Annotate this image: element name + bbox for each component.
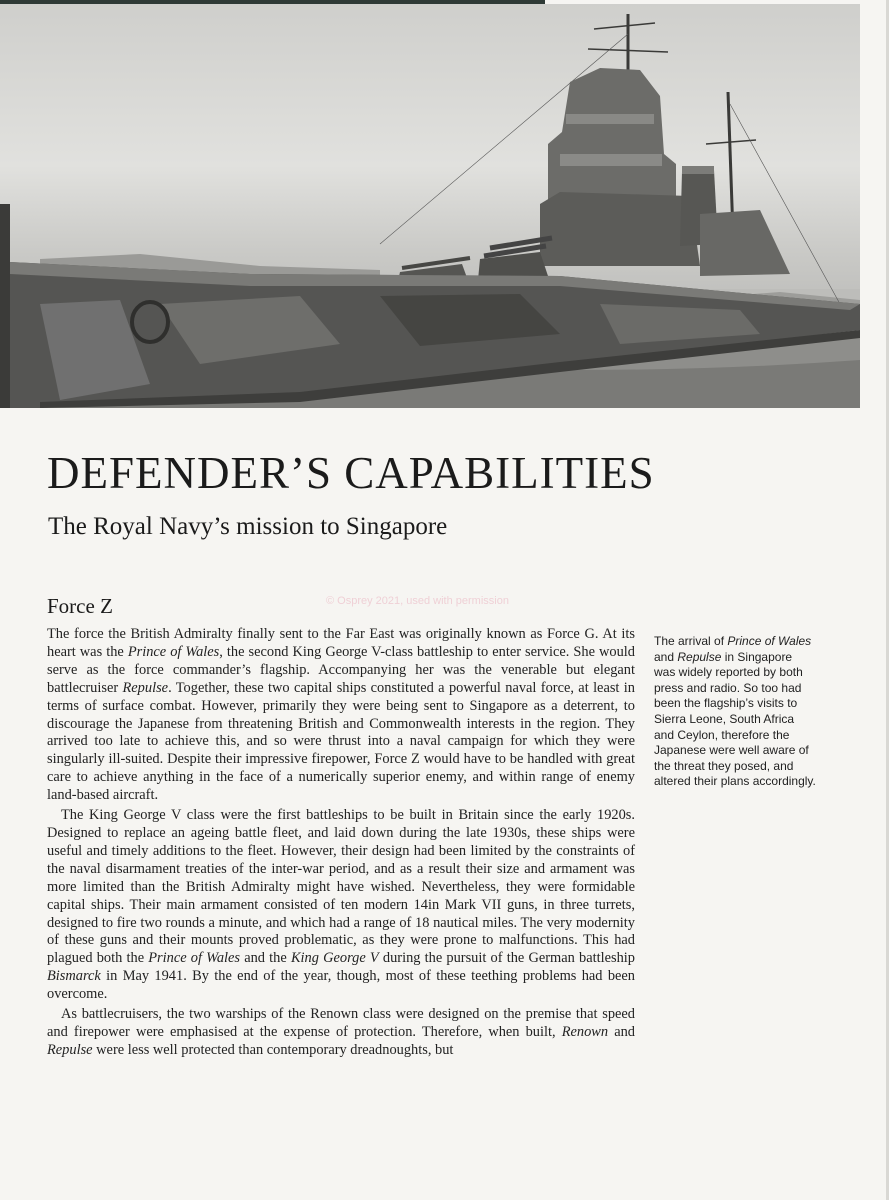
photo-caption: The arrival of Prince of Wales and Repulse in Singapore was widely reported by both press and radio. So too had been the flagship’s visits to Sierra Leone, South Africa and Ceylon, therefore the Japanese were well aware of the threat they posed, and altered their plans accordingly. [654,634,816,789]
paragraph-3: As battlecruisers, the two warships of the Renown class were designed on the premise that speed and firepower were emphasised at the expense of protection. Therefore, when built, Renown and Repulse were less well protected than contemporary dreadnoughts, but [47,1006,635,1058]
section-heading: Force Z [47,594,113,618]
battleship-illustration [0,4,860,408]
italic-ship-name: Prince of Wales [727,634,812,648]
italic-ship-name: Repulse [47,1041,93,1058]
italic-ship-name: Renown [561,1023,609,1040]
paragraph-1: The force the British Admiralty finally sent to the Far East was originally known as Force G. At its heart was the Prince of Wales, the second King George V-class battleship to enter service. She would serve as the force commander’s flagship. Accompanying her was the venerable but elegant battlecruiser Repulse. Together, these two capital ships constituted a powerful naval force, at least in terms of surface combat. However, primarily they were being sent to Singapore as a deterrent, to discourage the Japanese from threatening British and Commonwealth interests in the region. They arrived too late to achieve this, and so were thrust into a naval campaign for which they were singularly ill-suited. Despite their impressive firepower, Force Z would have to be handled with great care to achieve anything in the face of a numerically superior enemy, and within range of enemy land-based aircraft. [47,626,635,804]
italic-ship-name: Bismarck [47,968,101,985]
italic-ship-name: Prince of Wales [127,643,220,660]
body-text [47,626,635,1060]
italic-ship-name: King George V [290,950,379,967]
battleship-photo [0,4,860,408]
page-title: DEFENDER’S CAPABILITIES [47,448,655,498]
italic-ship-name: Repulse [677,649,722,664]
copyright-watermark: © Osprey 2021, used with permission [326,595,509,607]
italic-ship-name: Prince of Wales [148,950,241,967]
paragraph-2: The King George V class were the first battleships to be built in Britain since the early 1920s. Designed to replace an ageing battle fleet, and laid down during the late 1930s, these ships were useful and timely additions to the fleet. However, their design had been limited by the constraints of the naval disarmament treaties of the inter-war period, and as a result their size and armament was more limited than the British Admiralty might have wished. Nevertheless, they were formidable capital ships. Their main armament consisted of ten modern 14in Mark VII guns, in three turrets, designed to fire two rounds a minute, and which had a range of 18 nautical miles. The very modernity of these guns and their mounts proved problematic, as they were prone to malfunctions. This had plagued both the Prince of Wales and the King George V during the pursuit of the German battleship Bismarck in May 1941. By the end of the year, though, most of these teething problems had been overcome. [47,807,635,1003]
page-subtitle: The Royal Navy’s mission to Singapore [48,513,448,540]
italic-ship-name: Repulse [122,679,169,696]
